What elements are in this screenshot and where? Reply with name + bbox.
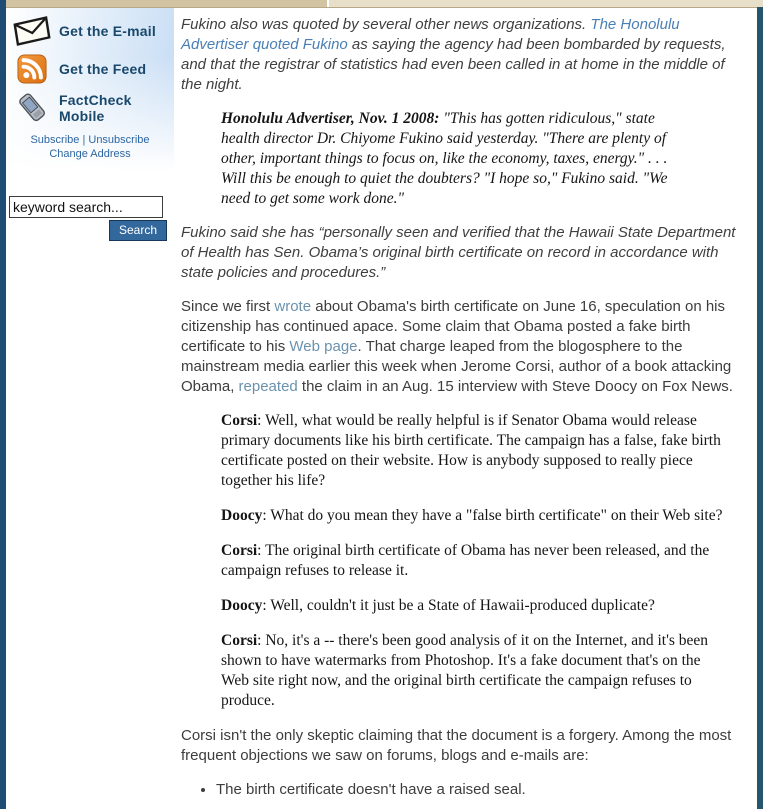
speaker-text: : What do you mean they have a "false birth certificate" on their Web site? <box>262 507 723 524</box>
search-input[interactable] <box>9 196 163 218</box>
mobile-icon <box>13 91 51 125</box>
right-rail <box>757 7 763 809</box>
sidebar-item-label: Get the Feed <box>59 61 147 77</box>
quote-text: "This has gotten ridiculous," state health director Dr. Chiyome Fukino said yesterday. "There are plenty of other, important things to focus on, like the economy, taxes, energy." . . . Will this be enough to quiet the doubters? "I hope so," Fukino said. "We need to get some work done." <box>221 110 668 207</box>
blockquote-honolulu-advertiser <box>221 109 669 209</box>
speaker-name: Doocy <box>221 597 263 614</box>
text-run: about Obama's birth certificate on June 16, speculation on his citizenship has continued apace. Some claim that Obama posted a fake birth certificate to his <box>181 298 726 355</box>
text-run: . That charge leaped from the blogosphere to the mainstream media earlier this week when Jerome Corsi, author of a book attacking Obama, <box>181 338 732 395</box>
change-address-link[interactable]: Change Address <box>49 148 131 160</box>
web-page-link[interactable]: Web page <box>289 338 358 355</box>
objections-list <box>181 780 749 800</box>
sidebar-item-email[interactable] <box>6 13 174 52</box>
sidebar <box>6 8 174 241</box>
quote-lead: Honolulu Advertiser, Nov. 1 2008: <box>221 110 440 127</box>
subscribe-link[interactable]: Subscribe <box>30 134 80 146</box>
sidebar-item-feed[interactable] <box>6 52 174 89</box>
top-strip-right-segment <box>327 0 763 7</box>
speaker-text: : No, it's a -- there's been good analysis of it on the Internet, and it's been shown to have watermarks from Photoshop. It's a fake document that's on the Web site right now, and the original birth certificate the campaign refuses to produce. <box>221 632 709 709</box>
article <box>174 7 757 800</box>
list-item: • The birth certificate doesn't have a raised seal. <box>216 780 749 800</box>
sidebar-item-label: FactCheck Mobile <box>59 92 132 124</box>
wrote-link[interactable]: wrote <box>274 298 312 315</box>
speaker-name: Doocy <box>221 507 263 524</box>
speaker-name: Corsi <box>221 542 258 559</box>
email-icon <box>13 15 51 47</box>
feed-icon <box>13 54 51 84</box>
qa-corsi-2 <box>221 541 727 581</box>
unsubscribe-link[interactable]: Unsubscribe <box>88 134 150 146</box>
intro-paragraph <box>181 15 749 95</box>
speaker-text: : The original birth certificate of Obama has never been released, and the campaign refuses to release it. <box>221 542 710 579</box>
sidebar-item-label: Get the E-mail <box>59 23 156 39</box>
fukino-statement-paragraph: Fukino said she has “personally seen and verified that the Hawaii State Department of Health has Sen. Obama’s original birth certificate on record in accordance with state policies and procedures.” <box>181 224 736 281</box>
text-run: as saying the agency had been bombarded by requests, and that the registrar of statistics had even been called in at home in the middle of the night. <box>181 36 726 93</box>
search-box <box>6 196 174 241</box>
honolulu-advertiser-link[interactable]: The Honolulu Advertiser quoted Fukino <box>181 16 680 53</box>
sidebar-subscribe-panel <box>6 8 174 171</box>
speaker-name: Corsi <box>221 412 258 429</box>
qa-doocy-2 <box>221 596 727 616</box>
text-run: Fukino also was quoted by several other news organizations. <box>181 16 591 33</box>
repeated-link[interactable]: repeated <box>238 378 298 395</box>
link-separator: | <box>82 134 86 146</box>
qa-doocy-1 <box>221 506 727 526</box>
speaker-text: : Well, couldn't it just be a State of Hawaii-produced duplicate? <box>262 597 655 614</box>
subscription-links <box>6 133 174 161</box>
sidebar-item-mobile[interactable] <box>6 89 174 130</box>
since-we-first-paragraph <box>181 297 749 397</box>
text-run: the claim in an Aug. 15 interview with Steve Doocy on Fox News. <box>297 378 733 395</box>
skeptic-paragraph: Corsi isn't the only skeptic claiming that the document is a forgery. Among the most frequent objections we saw on forums, blogs and e-mails are: <box>181 727 732 764</box>
speaker-name: Corsi <box>221 632 258 649</box>
qa-corsi-1 <box>221 411 727 491</box>
qa-corsi-3 <box>221 631 727 711</box>
text-run: Since we first <box>181 298 275 315</box>
speaker-text: : Well, what would be really helpful is if Senator Obama would release primary documents like his birth certificate. The campaign has a false, fake birth certificate posted on their website. How is anybody supposed to really piece together his life? <box>221 412 721 489</box>
qa-transcript <box>221 411 727 711</box>
search-button[interactable]: Search <box>109 220 167 241</box>
